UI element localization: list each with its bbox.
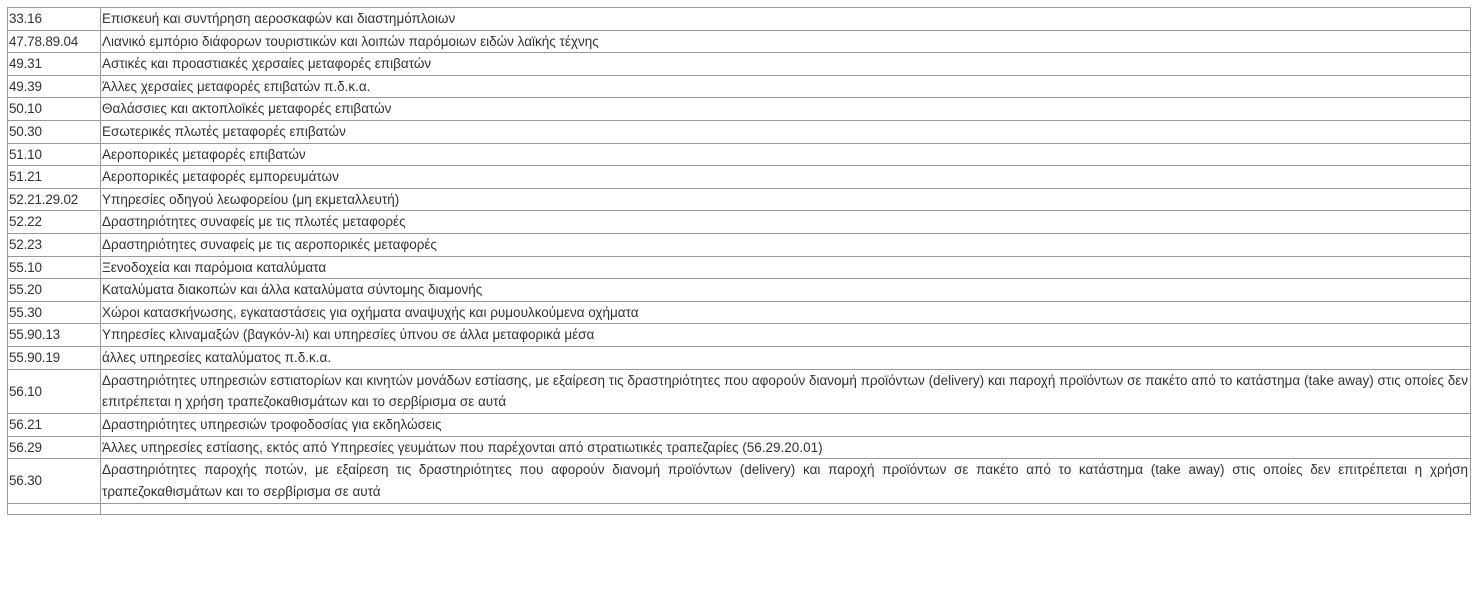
activity-code: 49.31: [8, 53, 101, 76]
activity-code: 56.30: [8, 459, 101, 504]
activity-description: Δραστηριότητες συναφείς με τις αεροπορικές μεταφορές: [101, 233, 1471, 256]
activity-description: Δραστηριότητες υπηρεσιών εστιατορίων και κινητών μονάδων εστίασης, με εξαίρεση τις δραστηριότητες που αφορούν διανομή προϊόντων (delivery) και παροχή προϊόντων σε πακέτο από το κατάστημα (take away) στις οποίες δεν επιτρέπεται η χρήση τραπεζοκαθισμάτων και το σερβίρισμα σε αυτά: [101, 369, 1471, 414]
table-row: [8, 120, 1471, 143]
table-row: [8, 211, 1471, 234]
activity-description: άλλες υπηρεσίες καταλύματος π.δ.κ.α.: [101, 346, 1471, 369]
activity-description: Αεροπορικές μεταφορές επιβατών: [101, 143, 1471, 166]
table-row: [8, 346, 1471, 369]
table-row: [8, 30, 1471, 53]
activity-description: Δραστηριότητες παροχής ποτών, με εξαίρεση τις δραστηριότητες που αφορούν διανομή προϊόντων (delivery) και παροχή προϊόντων σε πακέτο από το κατάστημα (take away) στις οποίες δεν επιτρέπεται η χρήση τραπεζοκαθισμάτων και το σερβίρισμα σε αυτά: [101, 459, 1471, 504]
activity-code: 52.22: [8, 211, 101, 234]
activity-description: Άλλες υπηρεσίες εστίασης, εκτός από Υπηρεσίες γευμάτων που παρέχονται από στρατιωτικές τραπεζαρίες (56.29.20.01): [101, 436, 1471, 459]
table-row: [8, 143, 1471, 166]
table-row: [8, 369, 1471, 414]
table-row: [8, 256, 1471, 279]
activity-code: 56.29: [8, 436, 101, 459]
activity-codes-table: [7, 7, 1471, 515]
table-row: [8, 414, 1471, 437]
activity-description: [101, 503, 1471, 514]
table-row: [8, 233, 1471, 256]
table-row: [8, 503, 1471, 514]
table-row: [8, 301, 1471, 324]
activity-description: Θαλάσσιες και ακτοπλοϊκές μεταφορές επιβατών: [101, 98, 1471, 121]
activity-code: 47.78.89.04: [8, 30, 101, 53]
activity-code: 50.10: [8, 98, 101, 121]
activity-description: Καταλύματα διακοπών και άλλα καταλύματα σύντομης διαμονής: [101, 279, 1471, 302]
activity-description: Χώροι κατασκήνωσης, εγκαταστάσεις για οχήματα αναψυχής και ρυμουλκούμενα οχήματα: [101, 301, 1471, 324]
table-row: [8, 75, 1471, 98]
activity-description: Υπηρεσίες κλιναμαξών (βαγκόν-λι) και υπηρεσίες ύπνου σε άλλα μεταφορικά μέσα: [101, 324, 1471, 347]
table-row: [8, 279, 1471, 302]
activity-code: [8, 503, 101, 514]
table-row: [8, 166, 1471, 189]
table-row: [8, 436, 1471, 459]
activity-codes-table-wrapper: [7, 7, 1471, 515]
activity-code: 52.21.29.02: [8, 188, 101, 211]
activity-description: Άλλες χερσαίες μεταφορές επιβατών π.δ.κ.α.: [101, 75, 1471, 98]
activity-description: Υπηρεσίες οδηγού λεωφορείου (μη εκμεταλλευτή): [101, 188, 1471, 211]
activity-code: 55.20: [8, 279, 101, 302]
activity-code: 55.10: [8, 256, 101, 279]
table-row: [8, 53, 1471, 76]
activity-description: Δραστηριότητες συναφείς με τις πλωτές μεταφορές: [101, 211, 1471, 234]
activity-description: Αστικές και προαστιακές χερσαίες μεταφορές επιβατών: [101, 53, 1471, 76]
table-row: [8, 459, 1471, 504]
activity-code: 56.21: [8, 414, 101, 437]
table-row: [8, 8, 1471, 31]
activity-description: Επισκευή και συντήρηση αεροσκαφών και διαστημόπλοιων: [101, 8, 1471, 31]
activity-code: 50.30: [8, 120, 101, 143]
activity-code: 55.90.19: [8, 346, 101, 369]
activity-description: Λιανικό εμπόριο διάφορων τουριστικών και λοιπών παρόμοιων ειδών λαϊκής τέχνης: [101, 30, 1471, 53]
activity-description: Εσωτερικές πλωτές μεταφορές επιβατών: [101, 120, 1471, 143]
activity-code: 51.21: [8, 166, 101, 189]
activity-code: 52.23: [8, 233, 101, 256]
activity-code: 55.30: [8, 301, 101, 324]
activity-description: Δραστηριότητες υπηρεσιών τροφοδοσίας για εκδηλώσεις: [101, 414, 1471, 437]
activity-code: 56.10: [8, 369, 101, 414]
activity-description: Αεροπορικές μεταφορές εμπορευμάτων: [101, 166, 1471, 189]
activity-code: 49.39: [8, 75, 101, 98]
table-row: [8, 98, 1471, 121]
activity-code: 51.10: [8, 143, 101, 166]
activity-code: 33.16: [8, 8, 101, 31]
activity-description: Ξενοδοχεία και παρόμοια καταλύματα: [101, 256, 1471, 279]
activity-code: 55.90.13: [8, 324, 101, 347]
table-row: [8, 188, 1471, 211]
table-row: [8, 324, 1471, 347]
